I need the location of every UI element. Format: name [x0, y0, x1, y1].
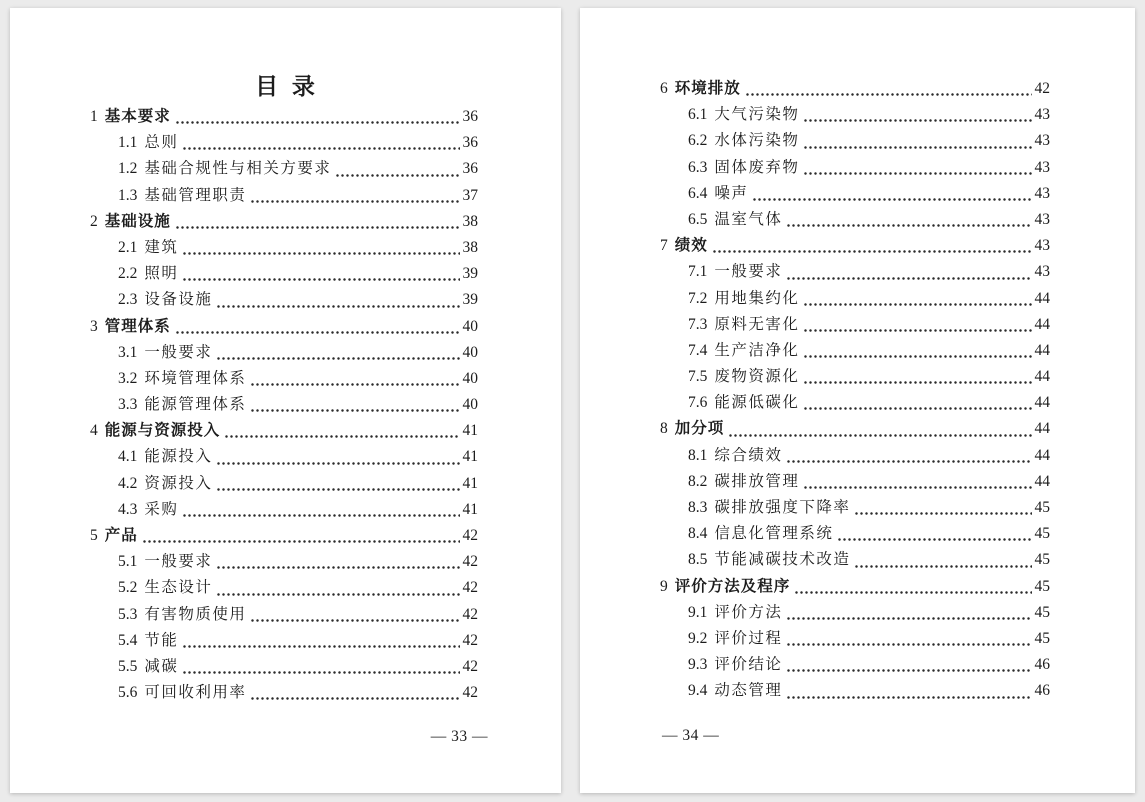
- toc-entry-title: 节能减碳技术改造: [714, 551, 851, 569]
- toc-entry-title: 基本要求: [104, 108, 171, 125]
- toc-list-right: [660, 76, 1050, 705]
- toc-entry-number: 1.1: [118, 134, 138, 152]
- toc-entry: [660, 600, 1050, 626]
- toc-entry: [90, 444, 478, 470]
- toc-entry-number: 1.2: [118, 160, 138, 178]
- toc-entry-title: 环境管理体系: [144, 369, 247, 387]
- toc-entry-title: 一般要求: [714, 263, 783, 281]
- toc-entry-number: 8.4: [688, 525, 708, 543]
- toc-entry: [90, 287, 478, 313]
- toc-entry-title: 节能: [144, 631, 179, 649]
- toc-entry-number: 7.1: [688, 263, 708, 281]
- toc-entry-page: 42: [462, 553, 478, 571]
- toc-entry: [660, 443, 1050, 469]
- toc-entry: [90, 314, 478, 340]
- toc-entry-title: 评价方法及程序: [674, 577, 791, 595]
- dot-leader: [142, 540, 460, 543]
- toc-entry-title: 基础合规性与相关方要求: [144, 160, 332, 178]
- toc-entry-page: 40: [462, 369, 478, 387]
- toc-entry: [660, 259, 1050, 285]
- toc-entry-page: 39: [462, 291, 478, 309]
- toc-entry-number: 9.1: [688, 603, 708, 621]
- dot-leader: [786, 696, 1031, 699]
- dot-leader: [250, 619, 459, 622]
- toc-entry-page: 43: [1034, 210, 1050, 228]
- dot-leader: [803, 407, 1031, 410]
- toc-entry-number: 8.3: [688, 499, 708, 516]
- toc-entry-page: 37: [462, 186, 478, 204]
- toc-entry-page: 46: [1034, 682, 1050, 700]
- toc-entry: [660, 678, 1050, 704]
- dot-leader: [803, 119, 1031, 122]
- toc-entry-title: 生态设计: [144, 579, 213, 597]
- toc-entry-title: 产品: [104, 527, 138, 544]
- toc-entry-number: 1: [90, 108, 98, 125]
- toc-entry-title: 固体废弃物: [714, 158, 800, 176]
- toc-entry-page: 36: [462, 134, 478, 152]
- toc-entry-number: 5.4: [118, 631, 138, 649]
- toc-entry-number: 7.5: [688, 368, 708, 386]
- toc-entry-page: 44: [1034, 472, 1050, 490]
- toc-entry-page: 43: [1034, 263, 1050, 281]
- toc-entry: [90, 261, 478, 287]
- toc-entry-page: 45: [1034, 499, 1050, 516]
- toc-entry: [90, 104, 478, 130]
- toc-entry: [660, 76, 1050, 102]
- page-34: [580, 8, 1135, 793]
- toc-entry-title: 可回收利用率: [144, 684, 247, 702]
- toc-entry-title: 有害物质使用: [144, 605, 247, 623]
- dot-leader: [224, 435, 459, 438]
- toc-entry-page: 42: [462, 631, 478, 649]
- toc-entry-title: 一般要求: [144, 553, 213, 571]
- toc-entry-page: 36: [462, 160, 478, 178]
- toc-entry-title: 管理体系: [104, 317, 171, 335]
- toc-entry-number: 7.2: [688, 289, 708, 307]
- dot-leader: [803, 381, 1031, 384]
- toc-entry-title: 生产洁净化: [714, 341, 800, 359]
- toc-entry: [90, 523, 478, 549]
- dot-leader: [216, 566, 459, 569]
- toc-entry-number: 6.1: [688, 106, 708, 124]
- toc-entry: [90, 497, 478, 523]
- dot-leader: [712, 250, 1032, 253]
- toc-entry-title: 综合绩效: [714, 446, 783, 464]
- toc-entry: [90, 235, 478, 261]
- dot-leader: [752, 198, 1031, 201]
- toc-entry-number: 7: [660, 237, 668, 255]
- toc-entry: [660, 390, 1050, 416]
- toc-entry-number: 2.3: [118, 291, 138, 309]
- dot-leader: [182, 252, 459, 255]
- toc-entry-number: 6.2: [688, 132, 708, 150]
- toc-entry-page: 38: [462, 212, 478, 230]
- dot-leader: [182, 514, 459, 517]
- toc-entry-number: 4: [90, 422, 98, 440]
- dot-leader: [837, 538, 1031, 541]
- toc-entry-number: 4.1: [118, 448, 138, 466]
- toc-entry-number: 5: [90, 527, 98, 544]
- toc-entry-number: 2.2: [118, 265, 138, 283]
- dot-leader: [175, 121, 460, 124]
- dot-leader: [216, 593, 459, 596]
- dot-leader: [803, 329, 1031, 332]
- toc-entry: [660, 495, 1050, 521]
- dot-leader: [182, 278, 459, 281]
- toc-entry: [90, 680, 478, 706]
- toc-entry-title: 资源投入: [144, 474, 213, 492]
- toc-entry-number: 1.3: [118, 186, 138, 204]
- toc-entry-page: 42: [462, 605, 478, 623]
- toc-entry-page: 41: [462, 474, 478, 492]
- dot-leader: [803, 146, 1031, 149]
- dot-leader: [250, 200, 459, 203]
- toc-entry: [660, 102, 1050, 128]
- toc-entry-number: 7.6: [688, 394, 708, 412]
- toc-entry-number: 8: [660, 420, 668, 438]
- toc-entry-page: 41: [462, 448, 478, 466]
- toc-entry-number: 9.3: [688, 656, 708, 674]
- toc-entry-number: 5.5: [118, 657, 138, 675]
- toc-entry: [660, 233, 1050, 259]
- toc-entry-page: 43: [1034, 158, 1050, 176]
- dot-leader: [250, 409, 459, 412]
- toc-entry: [90, 209, 478, 235]
- toc-entry-title: 环境排放: [674, 80, 741, 97]
- toc-entry-number: 4.2: [118, 474, 138, 492]
- toc-title: 目 录: [255, 74, 316, 99]
- toc-entry-title: 评价过程: [714, 629, 783, 647]
- toc-entry-page: 40: [462, 396, 478, 414]
- toc-entry-number: 8.2: [688, 472, 708, 490]
- toc-entry: [90, 340, 478, 366]
- toc-entry-page: 42: [462, 684, 478, 702]
- toc-entry-number: 6.5: [688, 210, 708, 228]
- toc-entry: [90, 130, 478, 156]
- toc-entry-title: 碳排放强度下降率: [714, 499, 851, 516]
- toc-entry: [90, 602, 478, 628]
- toc-entry: [90, 366, 478, 392]
- toc-entry: [90, 183, 478, 209]
- toc-entry: [90, 549, 478, 575]
- toc-entry-number: 6: [660, 80, 668, 97]
- toc-entry-title: 评价结论: [714, 656, 783, 674]
- dot-leader: [250, 383, 459, 386]
- toc-entry: [660, 416, 1050, 442]
- toc-entry-page: 41: [462, 422, 478, 440]
- toc-entry: [660, 155, 1050, 181]
- toc-entry: [660, 547, 1050, 573]
- toc-entry-title: 建筑: [144, 238, 179, 256]
- dot-leader: [216, 462, 459, 465]
- dot-leader: [803, 486, 1031, 489]
- toc-entry: [660, 312, 1050, 338]
- dot-leader: [854, 565, 1031, 568]
- toc-entry: [660, 181, 1050, 207]
- toc-entry-number: 3.1: [118, 343, 138, 361]
- toc-entry: [90, 156, 478, 182]
- toc-entry-page: 44: [1034, 446, 1050, 464]
- dot-leader: [182, 645, 459, 648]
- toc-entry: [90, 418, 478, 444]
- toc-entry-page: 43: [1034, 184, 1050, 202]
- dot-leader: [745, 93, 1032, 96]
- toc-entry-title: 用地集约化: [714, 289, 800, 307]
- toc-entry-number: 5.2: [118, 579, 138, 597]
- toc-entry: [660, 574, 1050, 600]
- dot-leader: [786, 643, 1031, 646]
- toc-entry-page: 43: [1034, 132, 1050, 150]
- toc-entry-title: 动态管理: [714, 682, 783, 700]
- toc-entry-page: 36: [462, 108, 478, 125]
- toc-entry-title: 温室气体: [714, 210, 783, 228]
- toc-entry-number: 4.3: [118, 500, 138, 518]
- toc-entry: [90, 575, 478, 601]
- dot-leader: [803, 355, 1031, 358]
- toc-entry-title: 总则: [144, 134, 179, 152]
- toc-entry-number: 9: [660, 577, 668, 595]
- page-number-footer-34: — 34 —: [662, 726, 720, 744]
- toc-entry-title: 能源管理体系: [144, 396, 247, 414]
- toc-entry-page: 44: [1034, 289, 1050, 307]
- toc-entry-number: 5.6: [118, 684, 138, 702]
- toc-entry-number: 7.4: [688, 341, 708, 359]
- toc-entry-title: 减碳: [144, 657, 179, 675]
- toc-entry-page: 38: [462, 238, 478, 256]
- toc-entry-number: 6.4: [688, 184, 708, 202]
- toc-entry-page: 42: [1034, 80, 1050, 97]
- toc-entry: [660, 207, 1050, 233]
- toc-entry-page: 46: [1034, 656, 1050, 674]
- dot-leader: [216, 305, 459, 308]
- dot-leader: [182, 147, 459, 150]
- toc-entry-page: 41: [462, 500, 478, 518]
- toc-entry-number: 6.3: [688, 158, 708, 176]
- toc-entry-page: 44: [1034, 315, 1050, 333]
- toc-entry: [660, 128, 1050, 154]
- page-33: [10, 8, 561, 793]
- toc-entry-number: 2: [90, 212, 98, 230]
- dot-leader: [786, 224, 1031, 227]
- toc-entry-page: 45: [1034, 551, 1050, 569]
- toc-entry-number: 2.1: [118, 238, 138, 256]
- dot-leader: [216, 357, 459, 360]
- toc-entry-page: 45: [1034, 525, 1050, 543]
- toc-entry-title: 能源投入: [144, 448, 213, 466]
- dot-leader: [786, 669, 1031, 672]
- toc-entry-title: 信息化管理系统: [714, 525, 834, 543]
- dot-leader: [175, 226, 460, 229]
- toc-entry-title: 加分项: [674, 420, 725, 438]
- dot-leader: [335, 174, 459, 177]
- dot-leader: [786, 460, 1031, 463]
- toc-entry-page: 44: [1034, 368, 1050, 386]
- toc-entry: [660, 626, 1050, 652]
- toc-entry-page: 42: [462, 527, 478, 544]
- toc-entry-title: 评价方法: [714, 603, 783, 621]
- dot-leader: [786, 277, 1031, 280]
- toc-entry-page: 42: [462, 579, 478, 597]
- toc-entry-title: 原料无害化: [714, 315, 800, 333]
- toc-entry-page: 45: [1034, 603, 1050, 621]
- toc-entry-page: 39: [462, 265, 478, 283]
- toc-entry-title: 基础管理职责: [144, 186, 247, 204]
- toc-entry-page: 44: [1034, 341, 1050, 359]
- toc-entry-title: 照明: [144, 265, 179, 283]
- dot-leader: [250, 697, 459, 700]
- toc-entry: [90, 628, 478, 654]
- dot-leader: [854, 512, 1031, 515]
- toc-entry-number: 8.1: [688, 446, 708, 464]
- toc-entry-number: 5.1: [118, 553, 138, 571]
- toc-entry: [660, 521, 1050, 547]
- toc-entry-number: 8.5: [688, 551, 708, 569]
- toc-entry-title: 碳排放管理: [714, 472, 800, 490]
- toc-entry-title: 采购: [144, 500, 179, 518]
- toc-entry: [660, 338, 1050, 364]
- dot-leader: [786, 617, 1031, 620]
- toc-entry-number: 9.4: [688, 682, 708, 700]
- toc-entry-title: 大气污染物: [714, 106, 800, 124]
- toc-entry-title: 绩效: [674, 237, 708, 255]
- toc-entry-number: 3: [90, 317, 98, 335]
- dot-leader: [182, 671, 459, 674]
- toc-list-left: [90, 104, 478, 706]
- toc-entry: [90, 654, 478, 680]
- toc-entry-title: 一般要求: [144, 343, 213, 361]
- page-number-footer-33: — 33 —: [430, 728, 488, 746]
- toc-entry-page: 45: [1034, 577, 1050, 595]
- toc-entry: [90, 471, 478, 497]
- toc-entry-title: 水体污染物: [714, 132, 800, 150]
- toc-entry-number: 9.2: [688, 629, 708, 647]
- toc-entry-number: 5.3: [118, 605, 138, 623]
- toc-entry: [90, 392, 478, 418]
- toc-entry: [660, 364, 1050, 390]
- toc-entry-number: 3.3: [118, 396, 138, 414]
- toc-entry: [660, 469, 1050, 495]
- dot-leader: [728, 434, 1031, 437]
- toc-entry-page: 40: [462, 343, 478, 361]
- toc-entry: [660, 652, 1050, 678]
- toc-entry-page: 40: [462, 317, 478, 335]
- toc-entry-page: 43: [1034, 106, 1050, 124]
- dot-leader: [794, 591, 1031, 594]
- toc-entry-page: 43: [1034, 237, 1050, 255]
- toc-entry-number: 3.2: [118, 369, 138, 387]
- toc-entry-title: 废物资源化: [714, 368, 800, 386]
- toc-entry-number: 7.3: [688, 315, 708, 333]
- toc-entry: [660, 286, 1050, 312]
- toc-entry-page: 45: [1034, 629, 1050, 647]
- toc-entry-page: 42: [462, 657, 478, 675]
- toc-entry-title: 基础设施: [104, 212, 171, 230]
- toc-entry-title: 噪声: [714, 184, 749, 202]
- toc-entry-title: 能源与资源投入: [104, 422, 221, 440]
- toc-entry-title: 设备设施: [144, 291, 213, 309]
- toc-entry-page: 44: [1034, 394, 1050, 412]
- toc-entry-title: 能源低碳化: [714, 394, 800, 412]
- dot-leader: [803, 303, 1031, 306]
- dot-leader: [216, 488, 459, 491]
- dot-leader: [175, 331, 460, 334]
- dot-leader: [803, 172, 1031, 175]
- toc-entry-page: 44: [1034, 420, 1050, 438]
